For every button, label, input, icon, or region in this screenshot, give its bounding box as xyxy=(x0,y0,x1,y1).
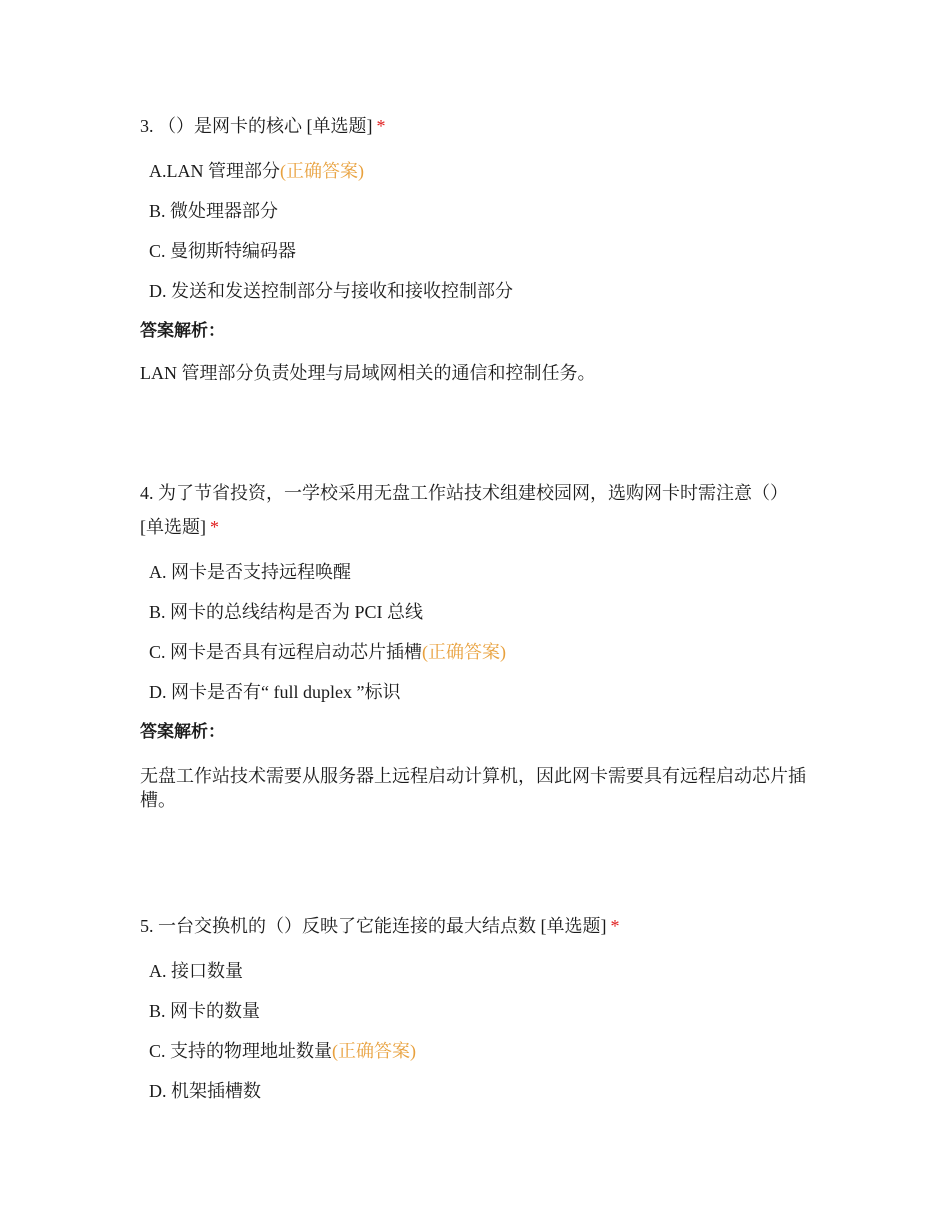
options-list xyxy=(140,552,820,712)
correct-answer-label: (正确答案) xyxy=(280,161,364,181)
option-b xyxy=(140,191,820,231)
analysis-label: 答案解析： xyxy=(140,722,225,742)
option-text: D. 网卡是否有“ full duplex ”标识 xyxy=(149,682,401,702)
option-b xyxy=(140,991,820,1031)
question-title-text: 3. （）是网卡的核心 [单选题] xyxy=(140,116,373,136)
option-text: B. 网卡的总线结构是否为 PCI 总线 xyxy=(149,602,424,622)
option-b xyxy=(140,592,820,632)
option-text: A. 接口数量 xyxy=(149,961,243,981)
option-text: A. 网卡是否支持远程唤醒 xyxy=(149,562,351,582)
question-title xyxy=(140,476,810,544)
question-title-text: 4. 为了节省投资，一学校采用无盘工作站技术组建校园网，选购网卡时需注意（）[单选题] xyxy=(140,483,788,537)
required-mark: * xyxy=(610,916,620,936)
option-text: B. 微处理器部分 xyxy=(149,201,279,221)
options-list xyxy=(140,151,820,311)
required-mark: * xyxy=(210,517,219,537)
option-a xyxy=(140,552,820,592)
question-title-text: 5. 一台交换机的（）反映了它能连接的最大结点数 [单选题] xyxy=(140,916,607,936)
required-mark: * xyxy=(376,116,386,136)
option-text: A.LAN 管理部分 xyxy=(149,161,280,181)
option-text: C. 网卡是否具有远程启动芯片插槽 xyxy=(149,642,423,662)
analysis-text: LAN 管理部分负责处理与局域网相关的通信和控制任务。 xyxy=(140,363,596,383)
correct-answer-label: (正确答案) xyxy=(332,1041,417,1061)
option-c xyxy=(140,632,820,672)
correct-answer-label: (正确答案) xyxy=(422,642,507,662)
option-text: D. 机架插槽数 xyxy=(149,1081,261,1101)
option-d xyxy=(140,1071,820,1111)
options-list xyxy=(140,951,820,1111)
option-text: C. 曼彻斯特编码器 xyxy=(149,241,297,261)
option-c xyxy=(140,231,820,271)
option-a xyxy=(140,951,820,991)
question-4 xyxy=(140,476,820,812)
question-3 xyxy=(140,109,820,385)
option-text: B. 网卡的数量 xyxy=(149,1001,261,1021)
question-title xyxy=(140,109,820,143)
option-a xyxy=(140,151,820,191)
question-5 xyxy=(140,909,820,1111)
option-text: D. 发送和发送控制部分与接收和接收控制部分 xyxy=(149,281,513,301)
analysis-label: 答案解析： xyxy=(140,321,225,341)
question-title xyxy=(140,909,820,943)
option-text: C. 支持的物理地址数量 xyxy=(149,1041,333,1061)
option-d xyxy=(140,672,820,712)
option-d xyxy=(140,271,820,311)
option-c xyxy=(140,1031,820,1071)
analysis-text: 无盘工作站技术需要从服务器上远程启动计算机，因此网卡需要具有远程启动芯片插槽。 xyxy=(140,766,806,810)
